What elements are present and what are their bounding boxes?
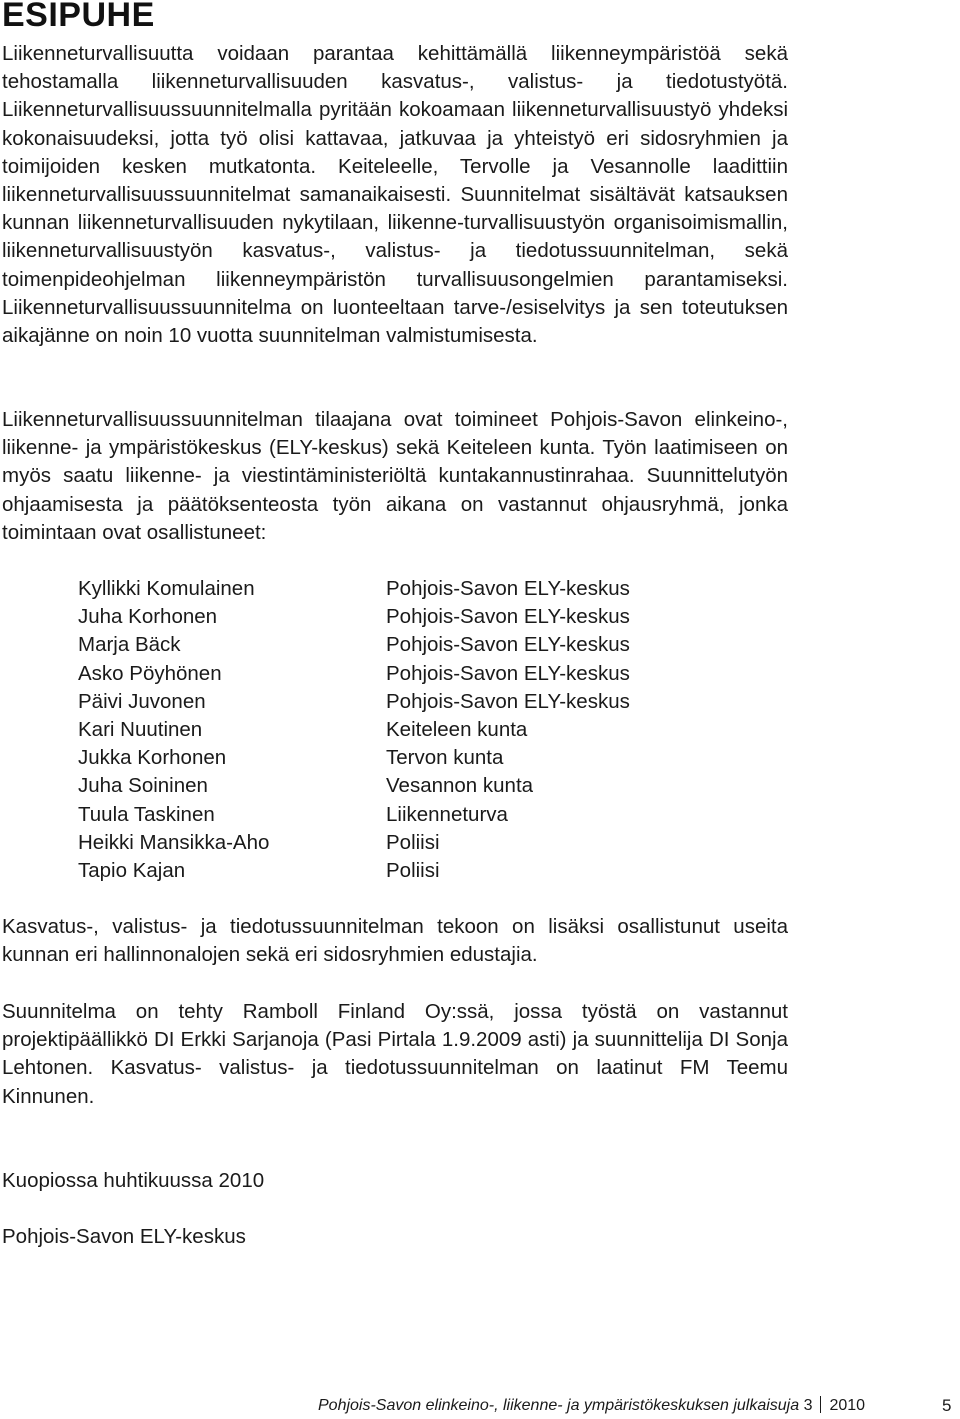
member-row (78, 631, 778, 659)
member-organization: Poliisi (386, 830, 440, 854)
member-row (78, 716, 778, 744)
member-name: Juha Soininen (78, 774, 208, 798)
member-name: Kyllikki Komulainen (78, 577, 255, 600)
footer-year: 2010 (829, 1397, 866, 1414)
footer-separator (820, 1396, 821, 1413)
member-name: Asko Pöyhönen (78, 661, 222, 685)
footer-publication-line (318, 1393, 865, 1419)
page-footer (0, 1393, 960, 1419)
signature: Pohjois-Savon ELY-keskus (2, 1225, 246, 1248)
member-organization: Pohjois-Savon ELY-keskus (386, 605, 630, 629)
member-row (78, 829, 778, 857)
participants-paragraph: Kasvatus-, valistus- ja tiedotussuunnitelman tekoon on lisäksi osallistunut useita kunnan eri hallinnonalojen sekä eri sidosryhmien edustajia. (2, 915, 788, 967)
member-name: Kari Nuutinen (78, 717, 203, 741)
place-date: Kuopiossa huhtikuussa 2010 (2, 1169, 265, 1192)
member-organization: Pohjois-Savon ELY-keskus (386, 661, 630, 685)
footer-publication-title: Pohjois-Savon elinkeino-, liikenne- ja ympäristökeskuksen julkaisuja (318, 1397, 800, 1414)
member-name: Päivi Juvonen (78, 689, 206, 713)
member-name: Jukka Korhonen (78, 746, 227, 770)
member-name: Marja Bäck (78, 633, 181, 657)
member-name: Heikki Mansikka-Aho (78, 830, 270, 854)
member-organization: Vesannon kunta (386, 774, 534, 798)
member-row (78, 857, 778, 885)
client-paragraph: Liikenneturvallisuussuunnitelman tilaajana ovat toimineet Pohjois-Savon elinkeino-, liikenne- ja ympäristökeskus (ELY-keskus) sekä Keiteleen kunta. Työn laatimiseen on myös saatu liikenne- ja viestintäministeriöltä kuntakannustinrahaa. Suunnittelutyön ohjaamisesta ja päätöksenteosta työn aikana on vastannut ohjausryhmä, jonka toimintaan ovat osallistuneet: (2, 408, 788, 544)
member-row (78, 801, 778, 829)
member-row (78, 772, 778, 800)
member-organization: Liikenneturva (386, 802, 508, 826)
intro-paragraph: Liikenneturvallisuutta voidaan parantaa kehittämällä liikenneympäristöä sekä tehostamalla liikenneturvallisuuden kasvatus-, valistus- ja tiedotustyötä. Liikenneturvallisuussuunnitelmalla pyritään kokoamaan liikenneturvallisuustyö yhdeksi kokonaisuudeksi, jotta työ olisi kattavaa, jatkuvaa ja yhteistyö eri sidosryhmien ja toimijoiden kesken mutkatonta. Keiteleelle, Tervolle ja Vesannolle laadittiin liikenneturvallisuussuunnitelmat samanaikaisesti. Suunnitelmat sisältävät katsauksen kunnan liikenneturvallisuuden nykytilaan, liikenne-turvallisuustyön organisoimismallin, liikenneturvallisuustyön kasvatus-, valistus- ja tiedotussuunnitelman, sekä toimenpideohjelman liikenneympäristön turvallisuusongelmien parantamiseksi. Liikenneturvallisuussuunnitelma on luonteeltaan tarve-/esiselvitys ja sen toteutuksen aikajänne on noin 10 vuotta suunnitelman valmistumisesta. (2, 42, 788, 348)
member-organization: Poliisi (386, 858, 440, 882)
consultant-paragraph: Suunnitelma on tehty Ramboll Finland Oy:ssä, jossa työstä on vastannut projektipäällikkö DI Erkki Sarjanoja (Pasi Pirtala 1.9.2009 asti) ja suunnittelija DI Sonja Lehtonen. Kasvatus- valistus- ja tiedotussuunnitelman on laatinut FM Teemu Kinnunen. (2, 1000, 788, 1108)
member-organization: Pohjois-Savon ELY-keskus (386, 689, 630, 713)
member-row (78, 575, 778, 603)
member-name: Tuula Taskinen (78, 802, 215, 826)
steering-group-list (78, 575, 778, 885)
member-organization: Keiteleen kunta (386, 717, 528, 741)
member-organization: Pohjois-Savon ELY-keskus (386, 577, 630, 600)
member-row (78, 603, 778, 631)
page-title: ESIPUHE (2, 0, 155, 34)
member-row (78, 688, 778, 716)
member-row (78, 660, 778, 688)
footer-issue: 3 (803, 1397, 813, 1414)
page-number: 5 (942, 1396, 952, 1415)
member-organization: Tervon kunta (386, 746, 504, 770)
member-name: Tapio Kajan (78, 858, 186, 882)
member-name: Juha Korhonen (78, 605, 218, 629)
member-organization: Pohjois-Savon ELY-keskus (386, 633, 630, 657)
member-row (78, 744, 778, 772)
